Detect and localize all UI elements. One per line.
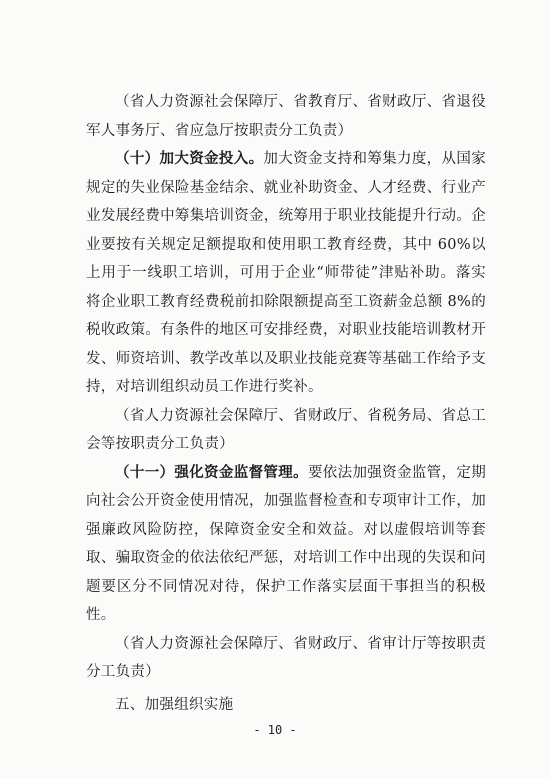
paragraph-lead: （十一）强化资金监督管理。 — [115, 464, 308, 481]
paragraph-lead: （十）加大资金投入。 — [115, 151, 264, 167]
paragraph-note-2 — [86, 402, 486, 459]
paragraph-text: 加大资金支持和筹集力度，从国家规定的失业保险基金结余、就业补助资金、人才经费、行业产业发展经费中筹集培训资金，统筹用于职业技能提升行动。企业要按有关规定足额提取和使用职工教育经费，其中 60%以上用于一线职工培训，可用于企业“师带徒”津贴补助。落实将企业职工教育经费税前扣除限额提高至工资薪金总额 8%的税收政策。有条件的地区可安排经费，对职业技能培训教材开发、师资培训、教学改革以及职业技能竞赛等基础工作给予支持，对培训组织动员工作进行奖补。 — [86, 151, 487, 395]
paragraph-note-3 — [86, 630, 486, 687]
paragraph-text: （省人力资源社会保障厅、省财政厅、省审计厅等按职责分工负责） — [86, 635, 486, 680]
paragraph-note-1 — [86, 88, 486, 145]
paragraph-item-10 — [86, 145, 486, 402]
paragraph-item-11 — [86, 459, 486, 630]
paragraph-text: 要依法加强资金监管，定期向社会公开资金使用情况，加强监督检查和专项审计工作，加强廉政风险防控，保障资金安全和效益。对以虚假培训等套取、骗取资金的依法依纪严惩，对培训工作中出现的失误和问题要区分不同情况对待，保护工作落实层面干事担当的积极性。 — [86, 464, 486, 623]
section-heading: 五、加强组织实施 — [115, 696, 234, 713]
paragraph-text: （省人力资源社会保障厅、省财政厅、省税务局、省总工会等按职责分工负责） — [86, 407, 486, 452]
document-body — [86, 88, 486, 719]
paragraph-text: （省人力资源社会保障厅、省教育厅、省财政厅、省退役军人事务厅、省应急厅按职责分工负责） — [86, 94, 486, 139]
page-number: - 10 - — [253, 723, 297, 737]
